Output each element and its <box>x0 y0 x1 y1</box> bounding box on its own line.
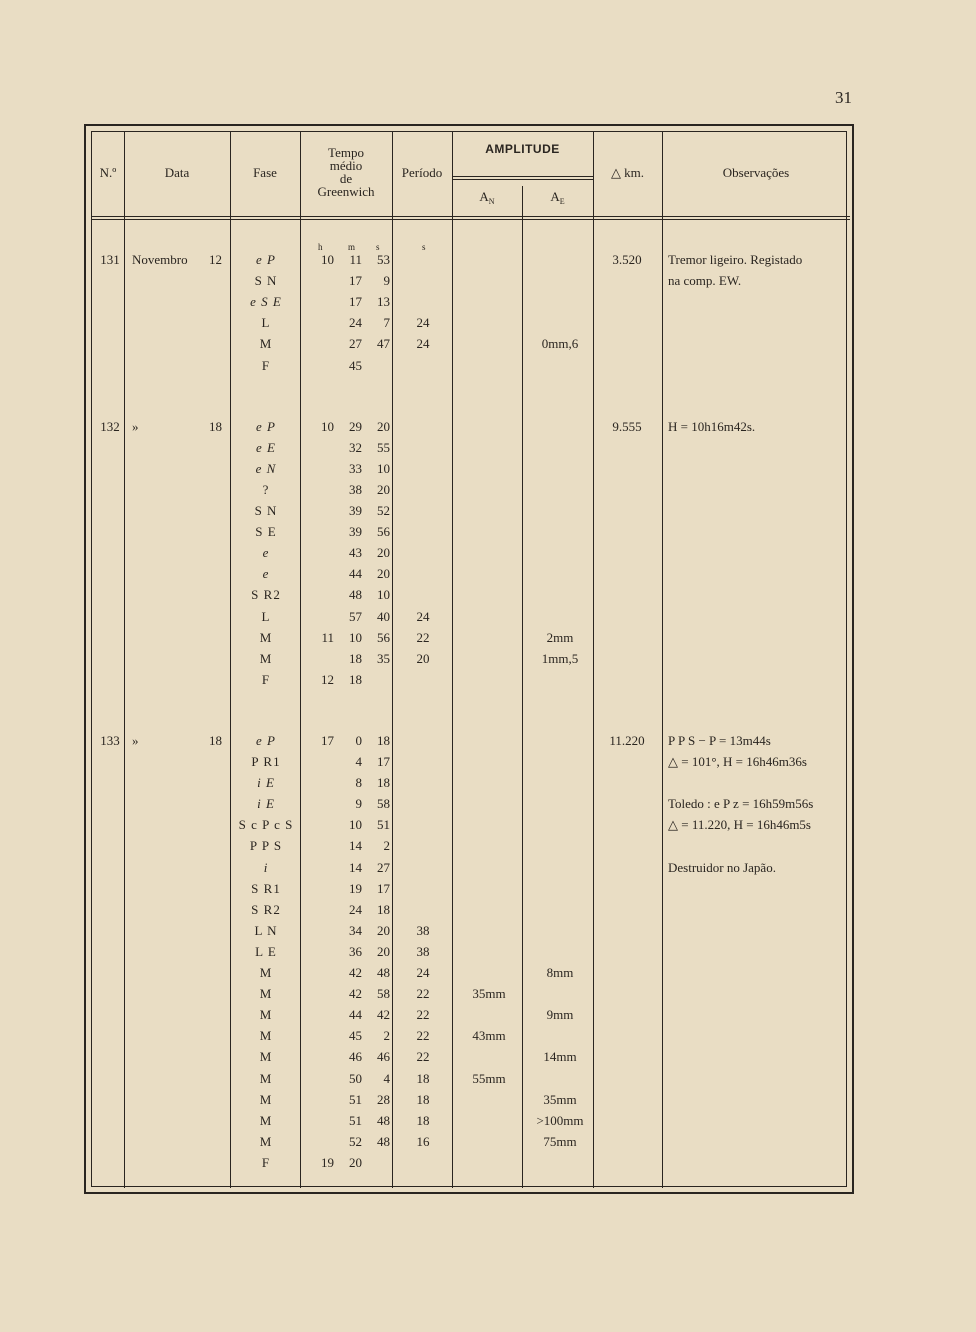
cell-an: 55mm <box>472 1070 506 1086</box>
divider <box>662 132 663 1188</box>
cell-m: 50 <box>349 1070 362 1086</box>
cell-phase: S N <box>254 503 278 518</box>
cell-m: 27 <box>349 336 362 352</box>
cell-per: 16 <box>416 1133 430 1149</box>
cell-s: 48 <box>377 1133 390 1149</box>
cell-an: 35mm <box>472 986 506 1002</box>
cell-phase: e S E <box>250 294 282 310</box>
header-ae-letter: A <box>550 189 560 204</box>
cell-m: 46 <box>349 1049 362 1065</box>
cell-obs: Destruidor no Japão. <box>668 859 776 875</box>
divider <box>124 132 125 1188</box>
cell-ae: 2mm <box>546 629 574 645</box>
cell-phase: i E <box>257 775 275 791</box>
cell-phase: e P <box>256 732 276 748</box>
cell-per: 18 <box>416 1070 430 1086</box>
cell-m: 34 <box>349 922 362 938</box>
cell-phase: L E <box>255 943 277 959</box>
cell-day: 18 <box>209 418 222 434</box>
cell-s: 28 <box>377 1091 390 1107</box>
cell-phase: S R1 <box>251 880 281 896</box>
cell-obs: H = 10h16m42s. <box>668 418 756 434</box>
cell-phase: F <box>261 357 271 373</box>
cell-phase: i E <box>257 796 275 812</box>
unit-period-s: s <box>422 242 426 252</box>
cell-per: 24 <box>416 965 430 980</box>
amplitude-rule <box>452 176 593 177</box>
cell-ae: 9mm <box>546 1007 574 1023</box>
cell-h: 12 <box>321 671 334 687</box>
cell-month: » <box>132 732 139 748</box>
unit-s: s <box>376 242 380 252</box>
cell-s: 18 <box>377 901 390 917</box>
cell-phase: F <box>261 1154 271 1170</box>
cell-h: 17 <box>321 732 334 748</box>
cell-m: 11 <box>349 252 362 267</box>
cell-phase: S N <box>254 273 278 289</box>
cell-m: 39 <box>349 524 362 540</box>
divider <box>392 132 393 1188</box>
cell-m: 43 <box>349 545 362 561</box>
cell-phase: M <box>259 1007 273 1023</box>
header-km: △ km. <box>610 165 645 180</box>
header-tempo-3: de <box>339 171 353 186</box>
cell-m: 17 <box>349 294 362 310</box>
cell-s: 20 <box>377 922 390 938</box>
cell-s: 10 <box>377 460 390 476</box>
cell-s: 53 <box>377 252 390 267</box>
cell-per: 24 <box>416 315 430 331</box>
cell-s: 20 <box>377 566 390 582</box>
cell-m: 44 <box>349 1007 362 1023</box>
cell-phase: S R2 <box>251 901 281 917</box>
cell-m: 18 <box>349 650 362 666</box>
cell-s: 20 <box>377 481 390 497</box>
cell-s: 55 <box>377 439 390 455</box>
cell-per: 22 <box>416 1007 430 1023</box>
cell-m: 33 <box>349 460 362 476</box>
cell-ae: 14mm <box>543 1049 577 1065</box>
cell-phase: L <box>261 315 271 331</box>
header-periodo: Período <box>401 165 443 180</box>
cell-ae: >100mm <box>536 1112 584 1128</box>
cell-s: 48 <box>377 965 390 980</box>
cell-m: 18 <box>349 671 362 687</box>
cell-m: 8 <box>355 775 362 791</box>
cell-s: 4 <box>383 1070 390 1086</box>
cell-s: 10 <box>377 587 390 603</box>
cell-km: 11.220 <box>609 732 645 748</box>
cell-m: 42 <box>349 986 362 1002</box>
seismic-table <box>84 124 854 1194</box>
cell-m: 48 <box>349 587 362 603</box>
header-an <box>452 190 522 209</box>
cell-per: 22 <box>416 1049 430 1065</box>
amplitude-rule <box>452 179 593 180</box>
cell-s: 18 <box>377 775 390 791</box>
cell-m: 24 <box>349 901 362 917</box>
cell-m: 17 <box>349 273 362 289</box>
header-tempo-4: Greenwich <box>317 184 375 199</box>
cell-phase: e <box>262 566 270 582</box>
cell-m: 44 <box>349 566 362 582</box>
header-no: N.º <box>99 165 117 180</box>
cell-per: 20 <box>416 650 430 666</box>
cell-m: 32 <box>349 439 362 455</box>
header-observacoes: Observações <box>722 165 790 180</box>
cell-phase: P P S <box>249 838 283 854</box>
cell-ae: 35mm <box>543 1091 577 1107</box>
cell-m: 51 <box>349 1112 362 1128</box>
header-an-sub: N <box>488 197 495 206</box>
cell-s: 7 <box>383 315 390 331</box>
header-tempo-2: médio <box>329 158 363 173</box>
cell-h: 11 <box>321 629 334 645</box>
header-ae-sub: E <box>559 197 565 206</box>
cell-m: 24 <box>349 315 362 331</box>
cell-phase: L <box>261 608 271 624</box>
cell-km: 3.520 <box>612 252 642 267</box>
cell-h: 10 <box>321 252 334 267</box>
cell-phase: M <box>259 986 273 1002</box>
cell-obs: P P S − P = 13m44s <box>668 732 771 748</box>
cell-no: 131 <box>100 252 120 267</box>
cell-s: 35 <box>377 650 390 666</box>
cell-phase: M <box>259 1028 273 1044</box>
cell-obs: na comp. EW. <box>668 273 742 289</box>
cell-h: 10 <box>321 418 334 434</box>
cell-s: 56 <box>377 524 390 540</box>
cell-m: 10 <box>349 817 362 833</box>
cell-m: 4 <box>355 754 362 769</box>
cell-m: 45 <box>349 357 362 373</box>
cell-s: 18 <box>377 732 390 748</box>
cell-km: 9.555 <box>612 418 642 434</box>
cell-m: 10 <box>349 629 362 645</box>
cell-m: 57 <box>349 608 362 624</box>
unit-m: m <box>348 242 356 252</box>
cell-phase: M <box>259 650 273 666</box>
header-rule <box>92 219 850 220</box>
cell-s: 58 <box>377 796 390 812</box>
cell-phase: e P <box>256 418 276 434</box>
divider <box>522 186 523 1188</box>
header-tempo-1: Tempo <box>328 145 364 160</box>
cell-s: 52 <box>377 503 390 518</box>
cell-phase: M <box>259 965 273 980</box>
cell-per: 22 <box>416 1028 430 1044</box>
cell-phase: M <box>259 1112 273 1128</box>
cell-phase: e <box>262 545 270 561</box>
cell-phase: M <box>259 1070 273 1086</box>
cell-s: 47 <box>377 336 390 352</box>
cell-day: 12 <box>209 252 222 267</box>
cell-obs: Tremor ligeiro. Registado <box>668 252 803 267</box>
cell-m: 51 <box>349 1091 362 1107</box>
cell-h: 19 <box>321 1154 334 1170</box>
cell-phase: M <box>259 1133 273 1149</box>
cell-ae: 8mm <box>546 965 574 980</box>
cell-month: » <box>132 418 139 434</box>
cell-phase: i <box>263 859 269 875</box>
cell-phase: M <box>259 629 273 645</box>
cell-m: 52 <box>349 1133 362 1149</box>
cell-s: 48 <box>377 1112 390 1128</box>
table-inner <box>91 131 847 1187</box>
cell-day: 18 <box>209 732 222 748</box>
cell-phase: M <box>259 1091 273 1107</box>
cell-per: 22 <box>416 629 430 645</box>
cell-phase: ? <box>262 481 270 497</box>
cell-phase: e N <box>255 460 277 476</box>
header-fase: Fase <box>253 165 277 180</box>
cell-s: 20 <box>377 418 390 434</box>
cell-m: 9 <box>355 796 362 812</box>
cell-m: 0 <box>355 732 362 748</box>
divider <box>452 132 453 1188</box>
page-number: 31 <box>835 88 852 107</box>
cell-m: 14 <box>349 859 362 875</box>
cell-ae: 0mm,6 <box>541 336 579 352</box>
cell-phase: M <box>259 1049 273 1065</box>
cell-per: 24 <box>416 336 430 352</box>
cell-s: 20 <box>377 545 390 561</box>
cell-ae: 1mm,5 <box>541 650 579 666</box>
cell-m: 39 <box>349 503 362 518</box>
cell-phase: L N <box>254 922 278 938</box>
cell-m: 29 <box>349 418 362 434</box>
cell-phase: S E <box>255 524 277 540</box>
cell-m: 45 <box>349 1028 362 1044</box>
cell-per: 38 <box>416 922 430 938</box>
cell-s: 42 <box>377 1007 390 1023</box>
cell-obs: △ = 101°, H = 16h46m36s <box>668 754 807 769</box>
cell-s: 9 <box>383 273 390 289</box>
cell-phase: P R1 <box>251 754 281 769</box>
cell-m: 38 <box>349 481 362 497</box>
cell-phase: e E <box>256 439 276 455</box>
cell-s: 51 <box>377 817 390 833</box>
cell-month: Novembro <box>132 252 188 267</box>
cell-s: 17 <box>377 880 390 896</box>
cell-per: 22 <box>416 986 430 1002</box>
cell-phase: S c P c S <box>238 817 294 833</box>
header-data: Data <box>164 165 190 180</box>
cell-phase: S R2 <box>251 587 281 603</box>
cell-m: 20 <box>349 1154 362 1170</box>
header-ae <box>522 190 593 209</box>
cell-phase: e P <box>256 252 276 267</box>
cell-obs: Toledo : e P z = 16h59m56s <box>668 796 814 812</box>
cell-no: 133 <box>100 732 120 748</box>
cell-s: 40 <box>377 608 390 624</box>
header-rule <box>92 216 850 217</box>
cell-s: 27 <box>377 859 390 875</box>
cell-s: 58 <box>377 986 390 1002</box>
cell-m: 36 <box>349 943 362 959</box>
cell-s: 56 <box>377 629 390 645</box>
cell-s: 17 <box>377 754 390 769</box>
cell-per: 38 <box>416 943 430 959</box>
cell-s: 2 <box>383 1028 390 1044</box>
cell-m: 19 <box>349 880 362 896</box>
cell-per: 18 <box>416 1112 430 1128</box>
unit-h: h <box>318 242 323 252</box>
cell-s: 2 <box>383 838 390 854</box>
header-an-letter: A <box>479 189 489 204</box>
cell-m: 42 <box>349 965 362 980</box>
cell-phase: F <box>261 671 271 687</box>
cell-phase: M <box>259 336 273 352</box>
cell-obs: △ = 11.220, H = 16h46m5s <box>668 817 811 833</box>
cell-an: 43mm <box>472 1028 506 1044</box>
header-amplitude: AMPLITUDE <box>485 142 560 156</box>
cell-per: 24 <box>416 608 430 624</box>
cell-no: 132 <box>100 418 120 434</box>
cell-s: 46 <box>377 1049 390 1065</box>
cell-s: 20 <box>377 943 390 959</box>
cell-ae: 75mm <box>543 1133 577 1149</box>
cell-s: 13 <box>377 294 390 310</box>
cell-per: 18 <box>416 1091 430 1107</box>
cell-m: 14 <box>349 838 362 854</box>
